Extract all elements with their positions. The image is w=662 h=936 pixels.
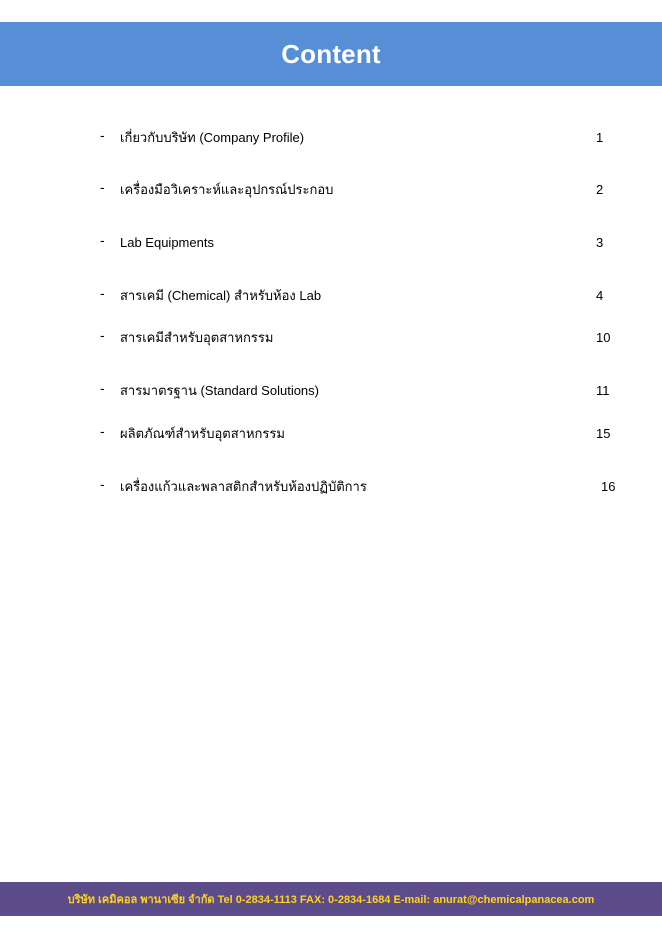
toc-item-label: Lab Equipments — [120, 235, 214, 250]
toc-item-label: ผลิตภัณฑ์สำหรับอุตสาหกรรม — [120, 426, 285, 441]
toc-item-industrial-chemicals — [0, 328, 662, 348]
toc-item-instruments — [0, 180, 662, 200]
toc-item-page: 2 — [596, 182, 604, 197]
toc-item-industrial-products — [0, 424, 662, 444]
toc-bullet: - — [100, 327, 105, 343]
toc-item-page: 10 — [596, 330, 611, 345]
toc-item-label: เครื่องแก้วและพลาสติกสำหรับห้องปฏิบัติการ — [120, 479, 367, 494]
toc-item-glassware-plastics — [0, 477, 662, 497]
toc-item-lab-chemicals — [0, 286, 662, 306]
toc-item-label: เครื่องมือวิเคราะห์และอุปกรณ์ประกอบ — [120, 182, 334, 197]
toc-item-company-profile — [0, 128, 662, 148]
toc-bullet: - — [100, 423, 105, 439]
toc-bullet: - — [100, 127, 105, 143]
footer-contact-text: บริษัท เคมิคอล พานาเซีย จำกัด Tel 0-2834-1113 FAX: 0-2834-1684 E-mail: anurat@chemicalpanacea.com — [67, 894, 595, 906]
page-title: Content — [281, 38, 381, 69]
toc-item-page: 3 — [596, 235, 604, 250]
toc-item-lab-equipments — [0, 233, 662, 253]
toc-bullet: - — [100, 476, 105, 492]
toc-bullet: - — [100, 232, 105, 248]
toc-item-label: สารมาตรฐาน (Standard Solutions) — [120, 383, 319, 398]
toc-item-label: สารเคมี (Chemical) สำหรับห้อง Lab — [120, 288, 322, 303]
toc-item-standard-solutions — [0, 381, 662, 401]
toc-item-page: 4 — [596, 288, 604, 303]
toc-item-label: สารเคมีสำหรับอุตสาหกรรม — [120, 330, 274, 345]
toc-item-page: 1 — [596, 130, 604, 145]
toc-bullet: - — [100, 285, 105, 301]
toc-item-label: เกี่ยวกับบริษัท (Company Profile) — [120, 130, 305, 145]
toc-item-page: 15 — [596, 426, 611, 441]
toc-item-page: 16 — [601, 479, 616, 494]
toc-bullet: - — [100, 179, 105, 195]
footer-bar — [0, 882, 662, 916]
toc-item-page: 11 — [596, 383, 610, 398]
toc-bullet: - — [100, 380, 105, 396]
